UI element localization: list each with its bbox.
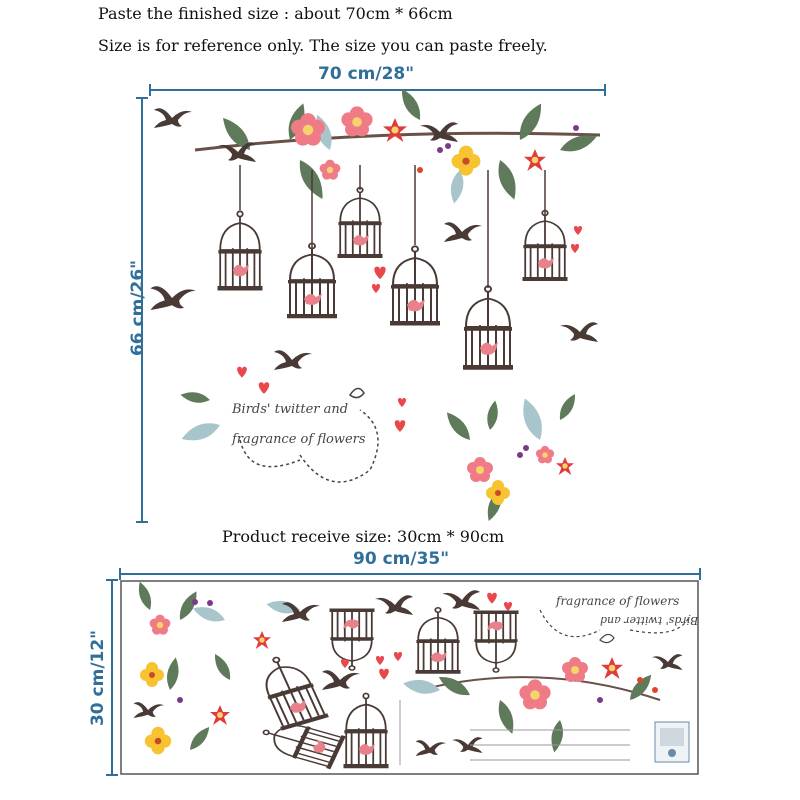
cage-strings	[240, 165, 545, 288]
bird-7	[560, 322, 598, 342]
phrase-fragrance: fragrance of flowers	[232, 432, 366, 447]
finished-height-label: 66 cm/26"	[128, 259, 148, 357]
bird-6	[274, 350, 312, 370]
birdcage-4	[390, 246, 440, 325]
product-width-label: 90 cm/35"	[353, 549, 450, 569]
size-note-line2: Size is for reference only. The size you can paste freely.	[98, 36, 548, 55]
flower-cluster-small	[442, 392, 579, 523]
size-note-line1: Paste the finished size : about 70cm * 66cm	[98, 4, 453, 23]
finished-width-label: 70 cm/28"	[318, 64, 415, 84]
bird-1	[154, 108, 192, 128]
birdcage-1	[218, 211, 263, 290]
birdcage-6	[523, 211, 568, 281]
product-size-caption: Product receive size: 30cm * 90cm	[222, 527, 505, 546]
bird-3	[420, 122, 458, 142]
product-phrase-fragrance: fragrance of flowers	[556, 594, 680, 608]
phrase-birds-twitter: Birds' twitter and	[232, 402, 349, 417]
bird-5	[150, 286, 196, 310]
birdcage-3	[338, 188, 383, 258]
product-sheet-contents	[134, 580, 690, 769]
birdcage-2	[287, 243, 337, 318]
product-height-label: 30 cm/12"	[88, 629, 108, 727]
phrase-decoration	[179, 388, 378, 482]
flower-branch-top	[195, 86, 600, 205]
birdcage-5	[463, 286, 513, 370]
product-phrase-birds: Birds' twitter and	[600, 614, 699, 627]
bird-4	[444, 222, 482, 242]
